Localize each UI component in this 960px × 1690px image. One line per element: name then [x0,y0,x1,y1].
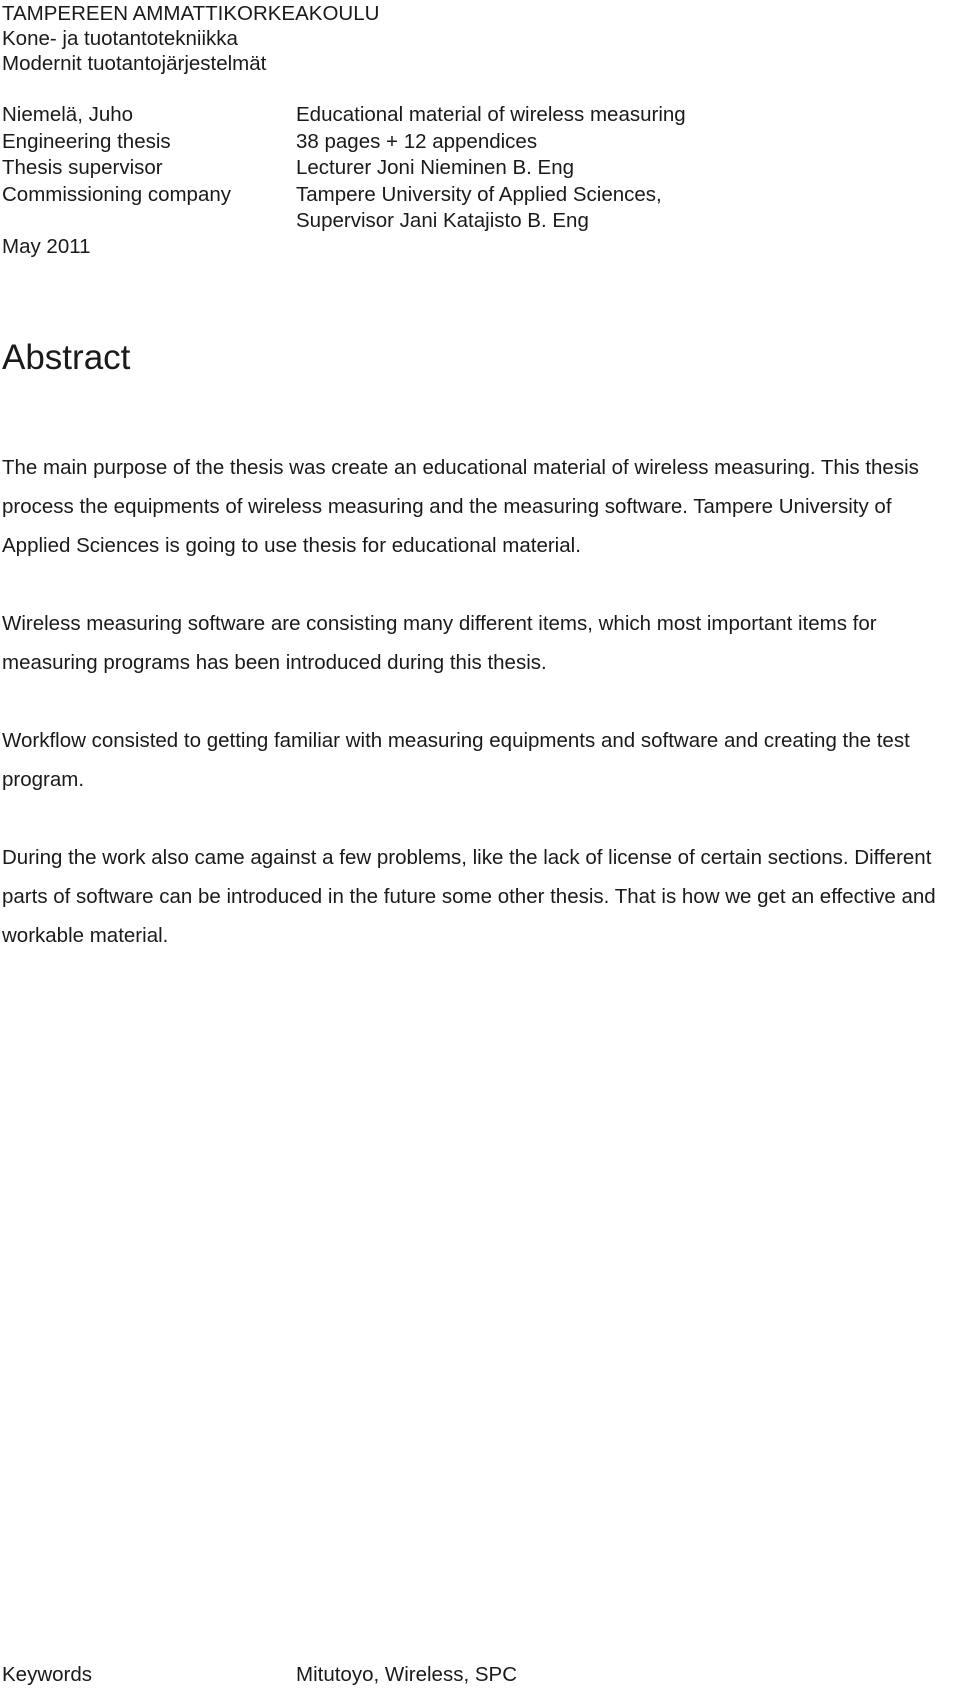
page-count: 38 pages + 12 appendices [296,129,538,153]
degree-programme: Kone- ja tuotantotekniikka [2,27,238,50]
meta-row-supervisor [2,155,686,182]
keywords-value: Mitutoyo, Wireless, SPC [296,1663,517,1686]
company-label: Commissioning company [2,182,232,206]
meta-row-company [2,182,686,209]
abstract-paragraph: Workflow consisted to getting familiar with measuring equipments and software and creating the test program. [2,729,910,791]
specialisation: Modernit tuotantojärjestelmät [2,52,267,75]
keywords-label: Keywords [2,1663,93,1686]
keywords-row [2,1662,517,1688]
company-name: Tampere University of Applied Sciences, [296,182,662,206]
thesis-metadata [2,102,686,235]
abstract-heading: Abstract [2,338,131,377]
company-supervisor: Supervisor Jani Katajisto B. Eng [296,209,589,232]
meta-row-author [2,102,686,129]
document-header [2,1,379,76]
institution-name: TAMPEREEN AMMATTIKORKEAKOULU [2,2,380,25]
meta-row-company-supervisor [2,208,686,235]
thesis-title: Educational material of wireless measuring [296,103,686,126]
abstract-body [2,448,958,994]
author-name: Niemelä, Juho [2,103,134,126]
thesis-type-label: Engineering thesis [2,129,171,153]
meta-row-thesis-type [2,129,686,156]
supervisor-name: Lecturer Joni Nieminen B. Eng [296,156,575,179]
abstract-paragraph: During the work also came against a few problems, like the lack of license of certain sections. Different parts of software can be introduced in the future some other thesis. That is how we get an effective and workable material. [2,846,936,947]
thesis-date: May 2011 [2,235,91,258]
supervisor-label: Thesis supervisor [2,156,163,179]
abstract-paragraph: The main purpose of the thesis was create an educational material of wireless measuring. This thesis process the equipments of wireless measuring and the measuring software. Tampere University of Applied Sciences is going to use thesis for educational material. [2,456,919,557]
abstract-paragraph: Wireless measuring software are consisting many different items, which most important items for measuring programs has been introduced during this thesis. [2,612,877,674]
